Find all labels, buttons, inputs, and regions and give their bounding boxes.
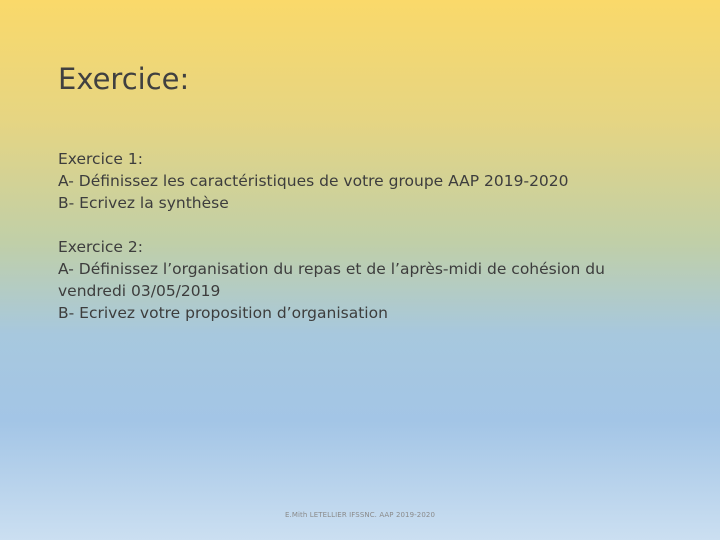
exercise-1-item-a: A- Définissez les caractéristiques de votre groupe AAP 2019-2020 (58, 172, 569, 190)
exercise-2-heading: Exercice 2: (58, 238, 143, 256)
footer-text: E.Mith LETELLIER IFSSNC. AAP 2019-2020 (284, 511, 436, 519)
exercise-2-block (58, 236, 668, 324)
exercise-2-item-b: B- Ecrivez votre proposition d’organisation (58, 304, 388, 322)
exercise-2-item-a: A- Définissez l’organisation du repas et de l’après-midi de cohésion du vendredi 03/05/2019 (58, 260, 605, 300)
exercise-1-block (58, 148, 668, 214)
slide-title: Exercice: (58, 62, 190, 96)
exercise-1-heading: Exercice 1: (58, 150, 143, 168)
slide-body (58, 148, 668, 346)
exercise-1-item-b: B- Ecrivez la synthèse (58, 194, 229, 212)
